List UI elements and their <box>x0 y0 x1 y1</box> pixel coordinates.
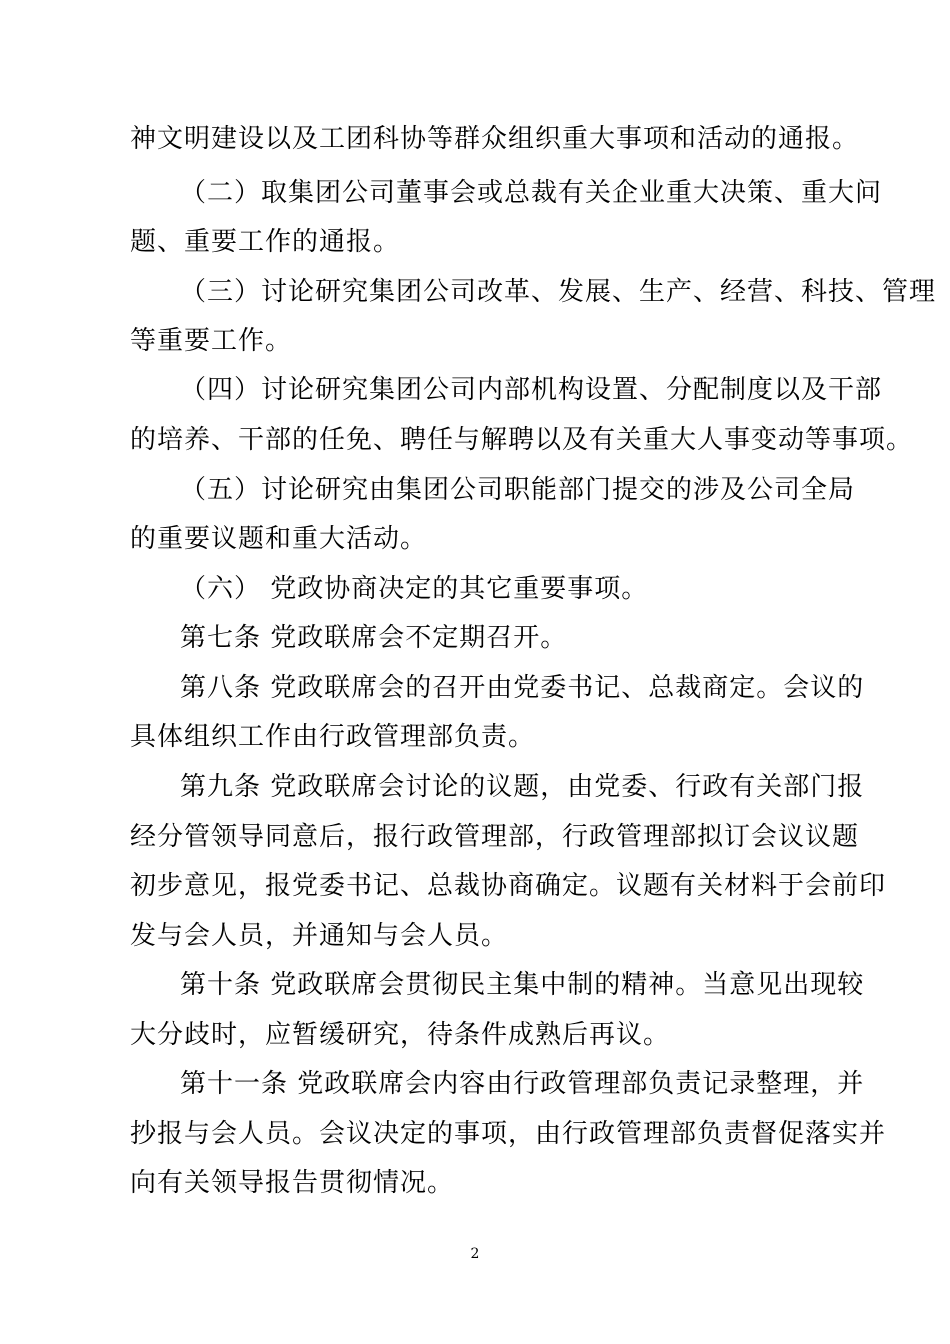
text-line: （三）讨论研究集团公司改革、发展、生产、经营、科技、管理 <box>180 277 937 307</box>
text-line: 大分歧时，应暂缓研究，待条件成熟后再议。 <box>130 1020 671 1050</box>
text-line: 第十条 党政联席会贯彻民主集中制的精神。当意见出现较 <box>180 970 865 1000</box>
text-line: 第七条 党政联席会不定期召开。 <box>180 623 568 653</box>
text-line: 抄报与会人员。会议决定的事项，由行政管理部负责督促落实并 <box>130 1119 887 1149</box>
text-line: 的重要议题和重大活动。 <box>130 524 428 554</box>
text-line: 题、重要工作的通报。 <box>130 227 401 257</box>
page-number: 2 <box>470 1246 480 1262</box>
text-line: （四）讨论研究集团公司内部机构设置、分配制度以及干部 <box>180 375 883 405</box>
text-line: 发与会人员，并通知与会人员。 <box>130 921 509 951</box>
text-line: 初步意见，报党委书记、总裁协商确定。议题有关材料于会前印 <box>130 871 887 901</box>
text-line: （六） 党政协商决定的其它重要事项。 <box>180 574 649 604</box>
text-line: 神文明建设以及工团科协等群众组织重大事项和活动的通报。 <box>130 124 860 154</box>
text-line: 等重要工作。 <box>130 326 293 356</box>
text-line: （二）取集团公司董事会或总裁有关企业重大决策、重大问 <box>180 178 883 208</box>
text-line: 经分管领导同意后，报行政管理部，行政管理部拟订会议议题 <box>130 822 860 852</box>
text-line: （五）讨论研究由集团公司职能部门提交的涉及公司全局 <box>180 475 856 505</box>
text-line: 向有关领导报告贯彻情况。 <box>130 1168 455 1198</box>
text-line: 第十一条 党政联席会内容由行政管理部负责记录整理，并 <box>180 1069 865 1099</box>
text-line: 的培养、干部的任免、聘任与解聘以及有关重大人事变动等事项。 <box>130 425 914 455</box>
text-line: 第九条 党政联席会讨论的议题，由党委、行政有关部门报 <box>180 772 865 802</box>
text-line: 具体组织工作由行政管理部负责。 <box>130 722 536 752</box>
text-line: 第八条 党政联席会的召开由党委书记、总裁商定。会议的 <box>180 673 865 703</box>
